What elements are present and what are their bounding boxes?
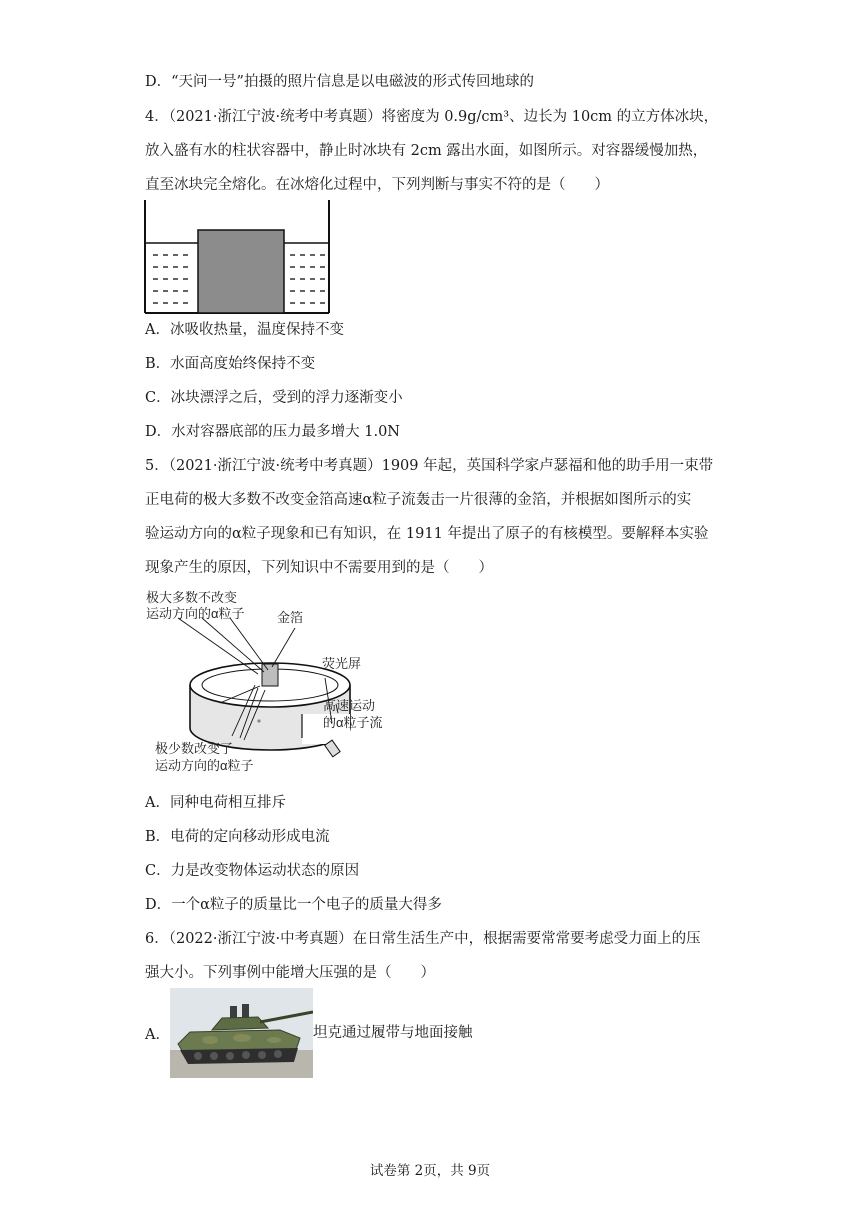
q5-stem-line2: 正电荷的极大多数不改变金箔高速α粒子流轰击一片很薄的金箔，并根据如图所示的实	[145, 492, 692, 508]
q4-option-a: A．冰吸收热量，温度保持不变	[145, 322, 344, 338]
q6-stem-line2: 强大小。下列事例中能增大压强的是（ ）	[145, 965, 435, 981]
q4-stem-line1: 4．（2021·浙江宁波·统考中考真题）将密度为 0.9g/cm³、边长为 10cm 的立方体冰块，	[145, 109, 719, 125]
q4-option-c: C．冰块漂浮之后，受到的浮力逐渐变小	[145, 390, 403, 406]
label-fluorescent-screen: 荧光屏	[322, 656, 362, 671]
label-few-particles-line2: 运动方向的α粒子	[155, 758, 254, 773]
label-alpha-beam-line1: 高速运动	[323, 698, 376, 713]
q5-option-b: B．电荷的定向移动形成电流	[145, 829, 330, 845]
q5-stem-line3: 验运动方向的α粒子现象和已有知识，在 1911 年提出了原子的有核模型。要解释本实验	[145, 526, 709, 542]
q5-stem-line4: 现象产生的原因，下列知识中不需要用到的是（ ）	[145, 560, 493, 576]
q4-option-b: B．水面高度始终保持不变	[145, 356, 316, 372]
q4-stem-line3: 直至冰块完全熔化。在冰熔化过程中，下列判断与事实不符的是（ ）	[145, 177, 609, 193]
label-few-particles-line1: 极少数改变了	[155, 741, 234, 756]
page-footer: 试卷第 2页，共 9页	[369, 1163, 491, 1179]
ice-in-container-figure	[143, 200, 333, 315]
label-gold-foil: 金箔	[277, 610, 304, 625]
q6-option-a-letter: A．	[145, 1027, 170, 1043]
q4-stem-line2: 放入盛有水的柱状容器中，静止时冰块有 2cm 露出水面，如图所示。对容器缓慢加热，	[145, 143, 708, 159]
alpha-scattering-figure	[140, 588, 400, 778]
q5-option-a: A．同种电荷相互排斥	[145, 795, 286, 811]
q5-option-d: D．一个α粒子的质量比一个电子的质量大得多	[145, 897, 442, 913]
tank-photo	[170, 988, 313, 1078]
q3-option-d: D．“天问一号”拍摄的照片信息是以电磁波的形式传回地球的	[145, 74, 534, 90]
q5-stem-line1: 5．（2021·浙江宁波·统考中考真题）1909 年起，英国科学家卢瑟福和他的助手用一束带	[145, 458, 714, 474]
label-alpha-beam-line2: 的α粒子流	[323, 715, 383, 730]
q4-option-d: D．水对容器底部的压力最多增大 1.0N	[145, 424, 400, 440]
label-most-particles-line1: 极大多数不改变	[146, 590, 238, 605]
label-most-particles-line2: 运动方向的α粒子	[146, 606, 245, 621]
q6-option-a-text: 坦克通过履带与地面接触	[313, 1025, 473, 1041]
q6-stem-line1: 6．（2022·浙江宁波·中考真题）在日常生活生产中，根据需要常常要考虑受力面上的压	[145, 931, 701, 947]
q5-option-c: C．力是改变物体运动状态的原因	[145, 863, 360, 879]
